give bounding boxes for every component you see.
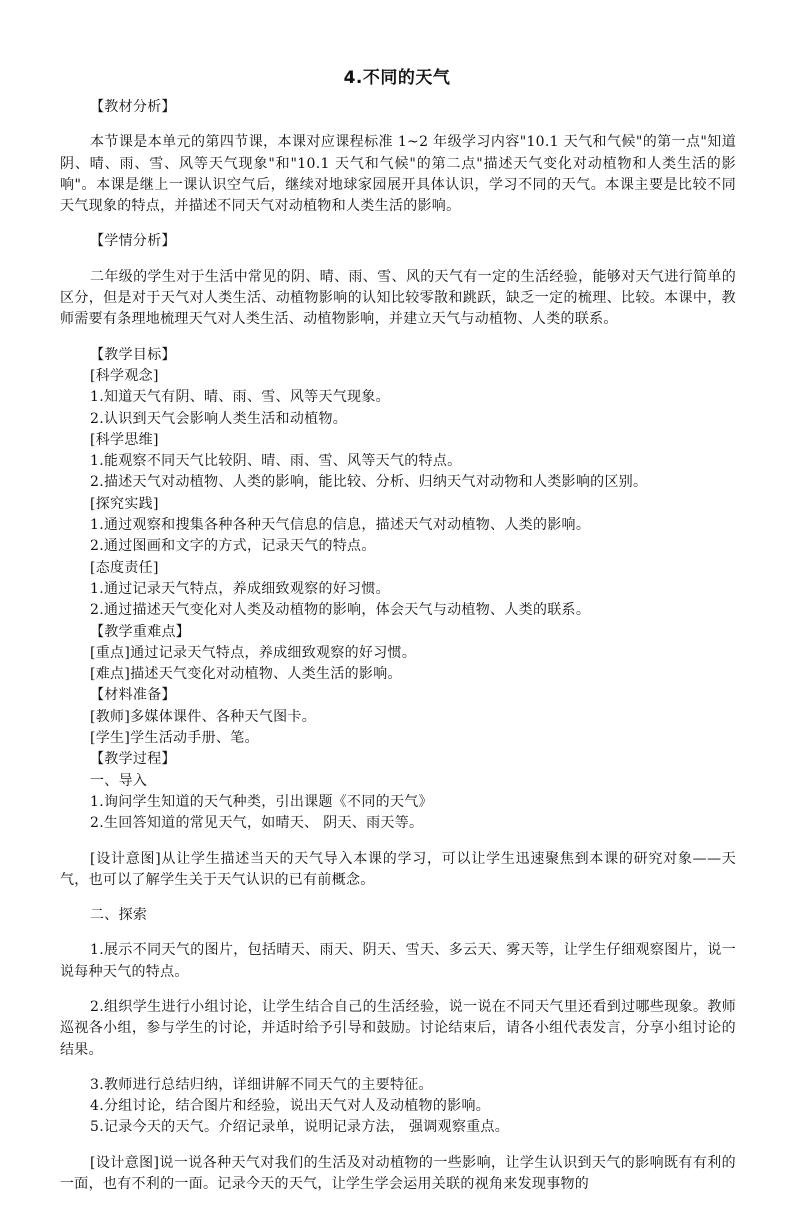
list-item: 1.知道天气有阴、晴、雨、雪、风等天气现象。 bbox=[90, 389, 390, 406]
section-heading-zhongnan: 【教学重难点】 bbox=[90, 623, 191, 640]
list-item: 2.生回答知道的常见天气，如晴天、 阴天、雨天等。 bbox=[90, 815, 424, 832]
page-title: 4.不同的天气 bbox=[343, 68, 451, 88]
key-point: [重点]通过记录天气特点，养成细致观察的好习惯。 bbox=[90, 644, 417, 661]
list-item: 5.记录今天的天气。介绍记录单，说明记录方法， 强调观察重点。 bbox=[90, 1119, 510, 1136]
section-heading-jiaocai: 【教材分析】 bbox=[90, 99, 176, 115]
subheading-kexue-guannian: [科学观念] bbox=[90, 367, 159, 384]
section-heading-xueqing: 【学情分析】 bbox=[90, 233, 176, 250]
subheading-tanjiu-shijian: [探究实践] bbox=[90, 495, 159, 512]
list-item: 2.通过描述天气变化对人类及动植物的影响，体会天气与动植物、人类的联系。 bbox=[90, 602, 591, 619]
step-heading-tansuo: 二、探索 bbox=[90, 907, 148, 924]
subheading-taidu-zeren: [态度责任] bbox=[90, 559, 159, 576]
section-heading-mubiao: 【教学目标】 bbox=[90, 346, 176, 363]
materials-teacher: [教师]多媒体课件、各种天气图卡。 bbox=[90, 708, 317, 725]
step-heading-daoru: 一、导入 bbox=[90, 772, 148, 789]
section-heading-guocheng: 【教学过程】 bbox=[90, 751, 176, 768]
difficult-point: [难点]描述天气变化对动植物、人类生活的影响。 bbox=[90, 666, 402, 683]
materials-student: [学生]学生活动手册、笔。 bbox=[90, 730, 259, 747]
design-intent-tansuo: [设计意图]说一说各种天气对我们的生活及对动植物的一些影响，让学生认识到天气的影响既有有利的一面，也有不利的一面。记录今天的天气，让学生学会运用关联的视角来发现事物的 bbox=[60, 1154, 736, 1193]
paragraph-xueqing: 二年级的学生对于生活中常见的阴、晴、雨、雪、风的天气有一定的生活经验，能够对天气进行简单的区分，但是对于天气对人类生活、动植物影响的认知比较零散和跳跃，缺乏一定的梳理、比较。本课中，教师需要有条理地梳理天气对人类生活、动植物影响，并建立天气与动植物、人类的联系。 bbox=[60, 268, 736, 328]
list-item: 1.询问学生知道的天气种类，引出课题《不同的天气》 bbox=[90, 793, 433, 810]
document-body bbox=[60, 97, 736, 1209]
list-item: 1.通过观察和搜集各种各种天气信息的信息，描述天气对动植物、人类的影响。 bbox=[90, 517, 591, 534]
list-item: 1.通过记录天气特点，养成细致观察的好习惯。 bbox=[90, 580, 390, 597]
list-item: 2.通过图画和文字的方式，记录天气的特点。 bbox=[90, 538, 376, 555]
list-item: 2.描述天气对动植物、人类的影响，能比较、分析、归纳天气对动物和人类影响的区别。 bbox=[90, 474, 648, 491]
design-intent-daoru: [设计意图]从让学生描述当天的天气导入本课的学习，可以让学生迅速聚焦到本课的研究对象——天气，也可以了解学生关于天气认识的已有前概念。 bbox=[60, 850, 736, 888]
paragraph-jiaocai: 本节课是本单元的第四节课，本课对应课程标准 1~2 年级学习内容"10.1 天气和气候"的第一点"知道阴、晴、雨、雪、风等天气现象"和"10.1 天气和气候"的第二点"描述天气变化对动植物和人类生活的影响"。本课是继上一课认识空气后，继续对地球家园展开具体认识，学习不同的天气。本课主要是比较不同天气现象的特点，并描述不同天气对动植物和人类生活的影响。 bbox=[60, 134, 736, 215]
list-item: 4.分组讨论，结合图片和经验，说出天气对人及动植物的影响。 bbox=[90, 1098, 491, 1115]
list-item: 1.展示不同天气的图片，包括晴天、雨天、阴天、雪天、多云天、雾天等，让学生仔细观察图片，说一说每种天气的特点。 bbox=[60, 942, 736, 980]
section-heading-cailiao: 【材料准备】 bbox=[90, 687, 176, 704]
list-item: 2.认识到天气会影响人类生活和动植物。 bbox=[90, 410, 348, 427]
subheading-kexue-siwei: [科学思维] bbox=[90, 431, 159, 448]
list-item: 1.能观察不同天气比较阴、晴、雨、雪、风等天气的特点。 bbox=[90, 453, 462, 470]
list-item: 2.组织学生进行小组讨论，让学生结合自己的生活经验，说一说在不同天气里还看到过哪些现象。教师巡视各小组，参与学生的讨论，并适时给予引导和鼓励。讨论结束后，请各小组代表发言，分享小组讨论的结果。 bbox=[60, 998, 736, 1058]
list-item: 3.教师进行总结归纳，详细讲解不同天气的主要特征。 bbox=[90, 1076, 433, 1093]
